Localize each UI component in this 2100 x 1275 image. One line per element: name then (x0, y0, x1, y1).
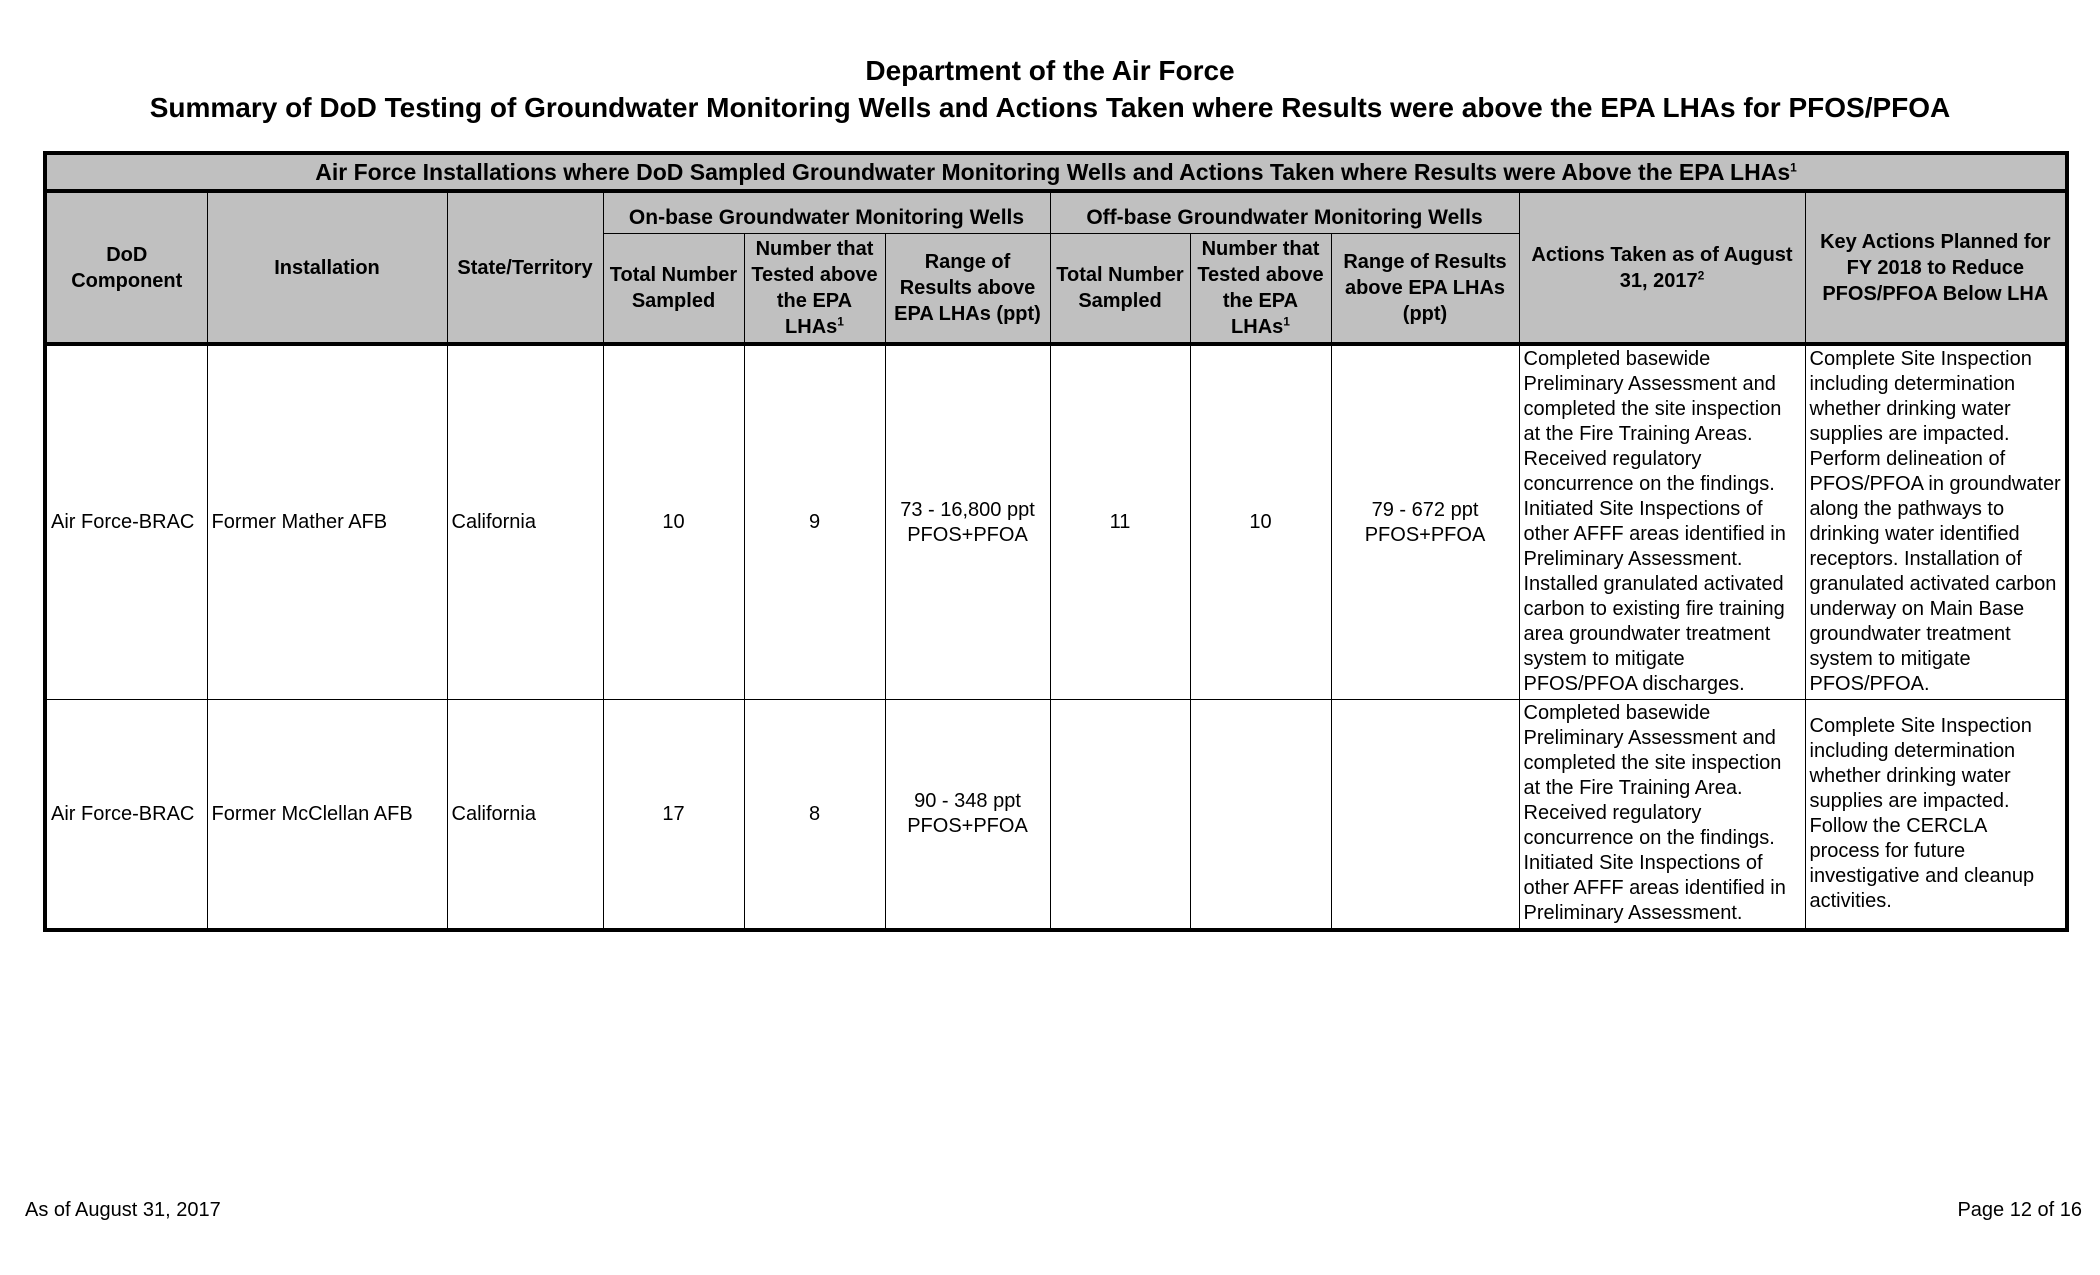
title-line-2: Summary of DoD Testing of Groundwater Monitoring Wells and Actions Taken where Results were above the EPA LHAs for PFOS/PFOA (149, 92, 1951, 123)
cell-offbase-range: 79 - 672 ppt PFOS+PFOA (1331, 344, 1519, 700)
col-header-onbase-total: Total Number Sampled (603, 234, 744, 345)
cell-onbase-total: 10 (603, 344, 744, 700)
col-header-state: State/Territory (447, 191, 603, 344)
cell-actions-planned: Complete Site Inspection including determination whether drinking water supplies are impacted. Follow the CERCLA process for future investigative and cleanup activities. (1805, 700, 2067, 931)
table-row (45, 344, 2067, 700)
cell-onbase-above: 8 (744, 700, 885, 931)
col-header-onbase-above: Number that Tested above the EPA LHAs$^1$ (744, 234, 885, 345)
col-header-offbase-range: Range of Results above EPA LHAs (ppt) (1331, 234, 1519, 345)
cell-offbase-above (1190, 700, 1331, 931)
cell-offbase-range (1331, 700, 1519, 931)
col-header-installation: Installation (207, 191, 447, 344)
col-header-onbase-range: Range of Results above EPA LHAs (ppt) (885, 234, 1050, 345)
footer-page-number: Page 12 of 16 (1957, 1199, 2082, 1221)
table-row (45, 700, 2067, 931)
col-header-actions-taken: Actions Taken as of August 31, 2017$^2$ (1519, 191, 1805, 344)
cell-state: California (447, 344, 603, 700)
cell-onbase-above: 9 (744, 344, 885, 700)
cell-component: Air Force-BRAC (45, 700, 207, 931)
cell-installation: Former Mather AFB (207, 344, 447, 700)
col-header-offbase-above: Number that Tested above the EPA LHAs$^1$ (1190, 234, 1331, 345)
cell-actions-taken: Completed basewide Preliminary Assessment and completed the site inspection at the Fire Training Areas. Received regulatory concurrence on the findings. Initiated Site Inspections of other AFFF areas identified in Preliminary Assessment. Installed granulated activated carbon to existing fire training area groundwater treatment system to mitigate PFOS/PFOA discharges. (1519, 344, 1805, 700)
col-header-component: DoD Component (45, 191, 207, 344)
cell-offbase-total (1050, 700, 1190, 931)
group-header-offbase: Off-base Groundwater Monitoring Wells (1050, 191, 1519, 234)
cell-onbase-range: 73 - 16,800 ppt PFOS+PFOA (885, 344, 1050, 700)
table-banner: Air Force Installations where DoD Sampled Groundwater Monitoring Wells and Actions Taken where Results were Above the EPA LHAs$^1$ (45, 153, 2067, 191)
title-line-1: Department of the Air Force (865, 55, 1235, 86)
cell-actions-taken: Completed basewide Preliminary Assessment and completed the site inspection at the Fire Training Area. Received regulatory concurrence on the findings. Initiated Site Inspections of other AFFF areas identified in Preliminary Assessment. (1519, 700, 1805, 931)
cell-onbase-total: 17 (603, 700, 744, 931)
cell-installation: Former McClellan AFB (207, 700, 447, 931)
group-header-onbase: On-base Groundwater Monitoring Wells (603, 191, 1050, 234)
cell-component: Air Force-BRAC (45, 344, 207, 700)
page-title (0, 52, 2100, 126)
col-header-offbase-total: Total Number Sampled (1050, 234, 1190, 345)
cell-offbase-above: 10 (1190, 344, 1331, 700)
cell-offbase-total: 11 (1050, 344, 1190, 700)
col-header-actions-planned: Key Actions Planned for FY 2018 to Reduce PFOS/PFOA Below LHA (1805, 191, 2067, 344)
monitoring-wells-table (43, 151, 2069, 932)
cell-onbase-range: 90 - 348 ppt PFOS+PFOA (885, 700, 1050, 931)
cell-state: California (447, 700, 603, 931)
footer-as-of-date: As of August 31, 2017 (25, 1199, 221, 1221)
cell-actions-planned: Complete Site Inspection including determination whether drinking water supplies are impacted. Perform delineation of PFOS/PFOA in groundwater along the pathways to drinking water identified receptors. Installation of granulated activated carbon underway on Main Base groundwater treatment system to mitigate PFOS/PFOA. (1805, 344, 2067, 700)
